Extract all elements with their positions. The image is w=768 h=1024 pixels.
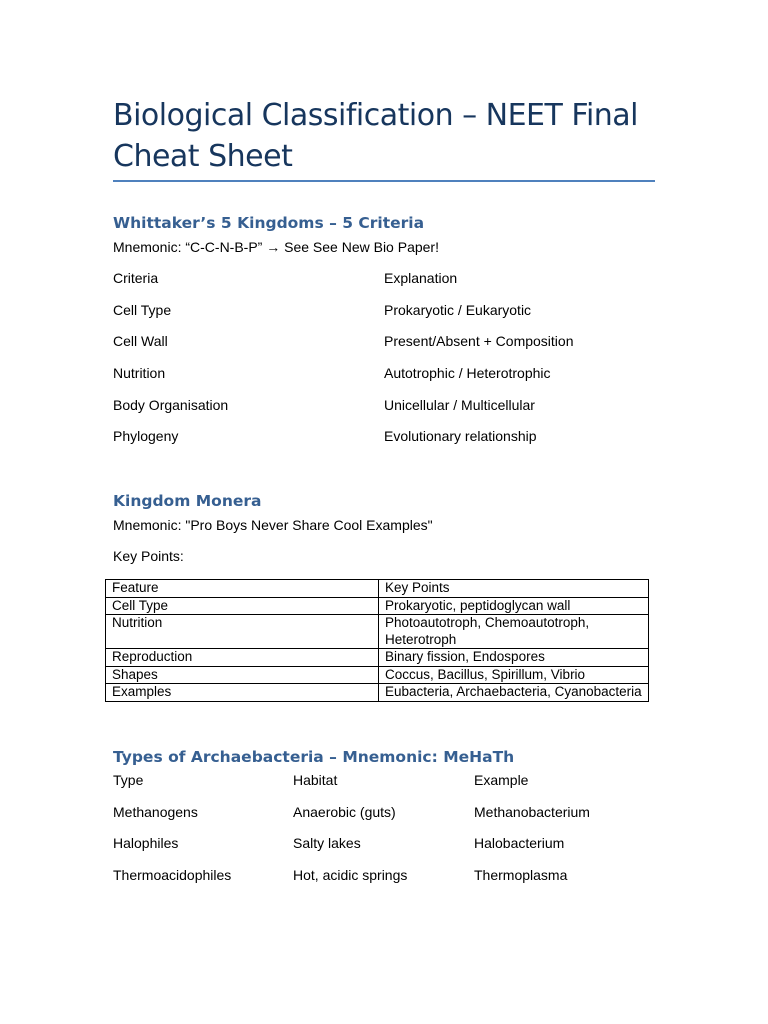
example-cell: Example xyxy=(474,772,529,788)
criteria-row xyxy=(113,428,673,448)
type-cell: Methanogens xyxy=(113,804,198,820)
mnemonic-whittaker: Mnemonic: “C-C-N-B-P” → See See New Bio Paper! xyxy=(113,239,439,255)
habitat-cell: Salty lakes xyxy=(293,835,361,851)
table-cell: Photoautotroph, Chemoautotroph, Heterotroph xyxy=(379,615,649,649)
table-cell: Eubacteria, Archaebacteria, Cyanobacteria xyxy=(379,684,649,702)
archaebacteria-row xyxy=(113,867,673,887)
table-cell: Shapes xyxy=(106,666,379,684)
explanation-cell: Unicellular / Multicellular xyxy=(384,397,535,413)
table-cell: Coccus, Bacillus, Spirillum, Vibrio xyxy=(379,666,649,684)
type-cell: Thermoacidophiles xyxy=(113,867,232,883)
criteria-row xyxy=(113,365,673,385)
table-row xyxy=(106,580,649,598)
habitat-cell: Hot, acidic springs xyxy=(293,867,408,883)
explanation-cell: Evolutionary relationship xyxy=(384,428,537,444)
explanation-cell: Explanation xyxy=(384,270,458,286)
page-title: Biological Classification – NEET Final Cheat Sheet xyxy=(113,98,639,174)
table-row xyxy=(106,666,649,684)
criteria-row xyxy=(113,270,673,290)
table-cell: Cell Type xyxy=(106,597,379,615)
table-cell: Examples xyxy=(106,684,379,702)
table-row xyxy=(106,684,649,702)
type-cell: Halophiles xyxy=(113,835,179,851)
explanation-cell: Autotrophic / Heterotrophic xyxy=(384,365,551,381)
criteria-row xyxy=(113,302,673,322)
criteria-cell: Cell Wall xyxy=(113,333,168,349)
criteria-cell: Phylogeny xyxy=(113,428,179,444)
explanation-cell: Present/Absent + Composition xyxy=(384,333,574,349)
section-heading-monera: Kingdom Monera xyxy=(113,492,262,510)
table-row xyxy=(106,649,649,667)
table-row xyxy=(106,615,649,649)
habitat-cell: Habitat xyxy=(293,772,338,788)
explanation-cell: Prokaryotic / Eukaryotic xyxy=(384,302,532,318)
example-cell: Thermoplasma xyxy=(474,867,568,883)
archaebacteria-row xyxy=(113,835,673,855)
monera-table xyxy=(105,579,649,702)
section-heading-archaebacteria: Types of Archaebacteria – Mnemonic: MeHaTh xyxy=(113,748,515,766)
table-cell: Binary fission, Endospores xyxy=(379,649,649,667)
key-points-label: Key Points: xyxy=(113,548,184,564)
criteria-cell: Criteria xyxy=(113,270,159,286)
criteria-row xyxy=(113,397,673,417)
title-divider xyxy=(113,180,655,182)
criteria-cell: Body Organisation xyxy=(113,397,229,413)
mnemonic-monera: Mnemonic: "Pro Boys Never Share Cool Examples" xyxy=(113,517,433,533)
table-cell: Prokaryotic, peptidoglycan wall xyxy=(379,597,649,615)
criteria-cell: Nutrition xyxy=(113,365,166,381)
table-cell: Nutrition xyxy=(106,615,379,649)
table-cell: Key Points xyxy=(379,580,649,598)
table-cell: Reproduction xyxy=(106,649,379,667)
criteria-row xyxy=(113,333,673,353)
table-cell: Feature xyxy=(106,580,379,598)
table-row xyxy=(106,597,649,615)
criteria-cell: Cell Type xyxy=(113,302,172,318)
habitat-cell: Anaerobic (guts) xyxy=(293,804,396,820)
example-cell: Methanobacterium xyxy=(474,804,590,820)
example-cell: Halobacterium xyxy=(474,835,565,851)
archaebacteria-row xyxy=(113,772,673,792)
section-heading-whittaker: Whittaker’s 5 Kingdoms – 5 Criteria xyxy=(113,214,425,232)
type-cell: Type xyxy=(113,772,144,788)
archaebacteria-row xyxy=(113,804,673,824)
